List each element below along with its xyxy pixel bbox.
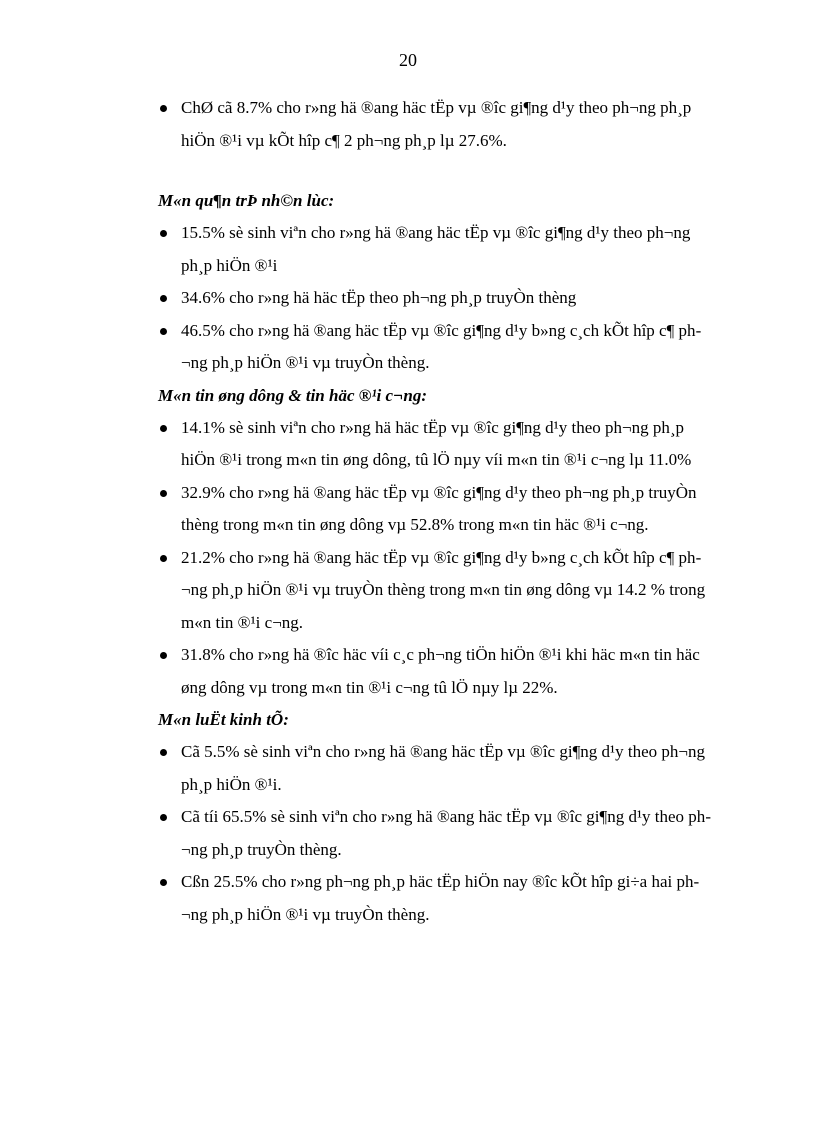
bullet-item: 21.2% cho r»ng hä ®ang häc tËp vµ ®îc gi¶ng d¹y b»ng c¸ch kÕt hîp c¶ ph¬ng ph¸p hiÖn ®¹i vµ truyÒn thèng trong m«n tin øng dông vµ 14.2 % trong m«n tin ®¹i c¬ng. — [158, 542, 720, 640]
bullet-icon — [160, 749, 167, 756]
section-heading-quan-tri: M«n qu¶n trÞ nh©n lùc: — [158, 191, 335, 210]
bullet-icon — [160, 105, 167, 112]
bullet-icon — [160, 328, 167, 335]
bullet-item: 15.5% sè sinh viªn cho r»ng hä ®ang häc tËp vµ ®îc gi¶ng d¹y theo ph¬ng ph¸p hiÖn ®¹i — [158, 217, 720, 282]
bullet-icon — [160, 652, 167, 659]
bullet-icon — [160, 230, 167, 237]
bullet-icon — [160, 814, 167, 821]
bullet-icon — [160, 555, 167, 562]
bullet-icon — [160, 295, 167, 302]
bullet-item: Cßn 25.5% cho r»ng ph¬ng ph¸p häc tËp hiÖn nay ®îc kÕt hîp gi÷a hai ph¬ng ph¸p hiÖn ®¹i vµ truyÒn thèng. — [158, 866, 720, 931]
bullet-item: 14.1% sè sinh viªn cho r»ng hä häc tËp vµ ®îc gi¶ng d¹y theo ph¬ng ph¸p hiÖn ®¹i trong m«n tin øng dông, tû lÖ nµy víi m«n tin ®¹i c¬ng lµ 11.0% — [158, 412, 720, 477]
bullet-icon — [160, 490, 167, 497]
bullet-list-intro — [158, 92, 720, 157]
bullet-item: 32.9% cho r»ng hä ®ang häc tËp vµ ®îc gi¶ng d¹y theo ph¬ng ph¸p truyÒn thèng trong m«n tin øng dông vµ 52.8% trong m«n tin häc ®¹i c¬ng. — [158, 477, 720, 542]
bullet-item: 46.5% cho r»ng hä ®ang häc tËp vµ ®îc gi¶ng d¹y b»ng c¸ch kÕt hîp c¶ ph¬ng ph¸p hiÖn ®¹i vµ truyÒn thèng. — [158, 315, 720, 380]
page-number: 20 — [399, 50, 417, 70]
bullet-icon — [160, 879, 167, 886]
document-body — [158, 92, 720, 931]
bullet-item: Cã 5.5% sè sinh viªn cho r»ng hä ®ang häc tËp vµ ®îc gi¶ng d¹y theo ph¬ng ph¸p hiÖn ®¹i. — [158, 736, 720, 801]
bullet-item: 31.8% cho r»ng hä ®îc häc víi c¸c ph¬ng tiÖn hiÖn ®¹i khi häc m«n tin häc øng dông vµ trong m«n tin ®¹i c¬ng tû lÖ nµy lµ 22%. — [158, 639, 720, 704]
section-heading-luat-kinh-te: M«n luËt kinh tÕ: — [158, 710, 289, 729]
bullet-list-luat-kinh-te — [158, 736, 720, 931]
bullet-item: ChØ cã 8.7% cho r»ng hä ®ang häc tËp vµ ®îc gi¶ng d¹y theo ph¬ng ph¸p hiÖn ®¹i vµ kÕt hîp c¶ 2 ph¬ng ph¸p lµ 27.6%. — [158, 92, 720, 157]
section-heading-tin-hoc: M«n tin øng dông & tin häc ®¹i c¬ng: — [158, 385, 427, 405]
bullet-icon — [160, 425, 167, 432]
bullet-list-quan-tri — [158, 217, 720, 380]
bullet-item: 34.6% cho r»ng hä häc tËp theo ph¬ng ph¸p truyÒn thèng — [158, 282, 720, 315]
bullet-list-tin-hoc — [158, 412, 720, 705]
bullet-item: Cã tíi 65.5% sè sinh viªn cho r»ng hä ®ang häc tËp vµ ®îc gi¶ng d¹y theo ph¬ng ph¸p truyÒn thèng. — [158, 801, 720, 866]
